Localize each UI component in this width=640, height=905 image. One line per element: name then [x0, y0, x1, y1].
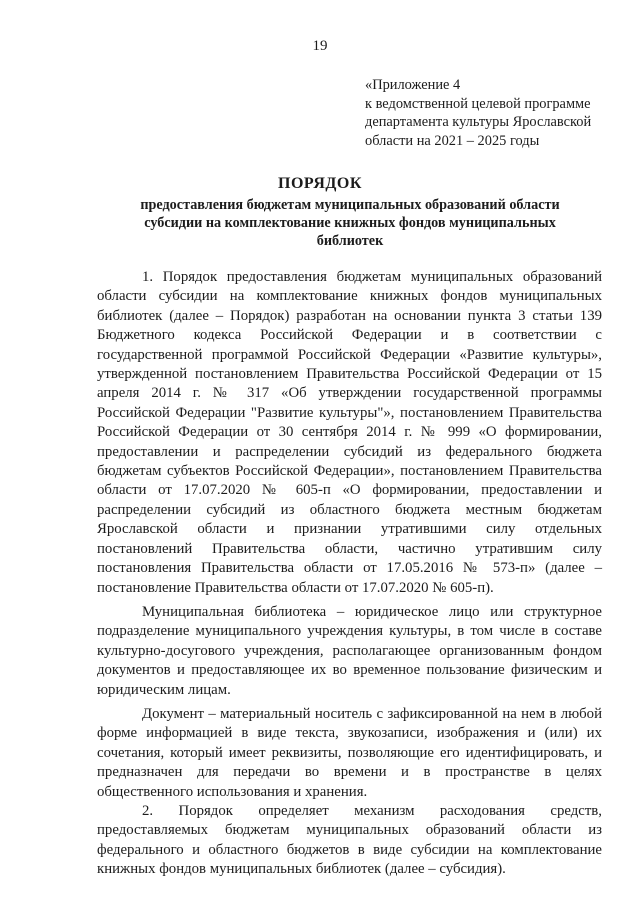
document-subtitle: предоставления бюджетам муниципальных образований области субсидии на комплектование книжных фондов муниципальных библиотек — [140, 197, 560, 249]
appendix-note — [365, 76, 615, 150]
paragraph-4: 2. Порядок определяет механизм расходования средств, предоставляемых бюджетам муниципальных образований области из федерального и областного бюджетов в виде субсидии на комплектование книжных фондов муниципальных библиотек (далее – субсидия). — [97, 802, 602, 878]
appendix-line: департамента культуры Ярославской — [365, 114, 592, 130]
paragraph-3: Документ – материальный носитель с зафиксированной на нем в любой форме информацией в виде текста, звукозаписи, изображения и (или) их сочетания, который имеет реквизиты, позволяющие его идентифицировать, и предназначен для передачи во времени и в пространстве в целях общественного использования и хранения. — [97, 705, 602, 800]
document-body — [97, 268, 602, 880]
paragraph-2: Муниципальная библиотека – юридическое лицо или структурное подразделение муниципального учреждения культуры, в том числе в составе культурно-досугового учреждения, располагающее организованным фондом документов и предоставляющее их во временное пользование физическим и юридическим лицам. — [97, 603, 602, 698]
appendix-line: «Приложение 4 — [365, 77, 461, 93]
paragraph-1: 1. Порядок предоставления бюджетам муниципальных образований области субсидии на комплектование книжных фондов муниципальных библиотек (далее – Порядок) разработан на основании пункта 3 статьи 139 Бюджетного кодекса Российской Федерации и в соответствии с государственной программой Российской Федерации «Развитие культуры», утвержденной постановлением Правительства Российской Федерации от 15 апреля 2014 г. № 317 «Об утверждении государственной программы Российской Федерации "Развитие культуры"», постановлением Правительства Российской Федерации от 30 сентября 2014 г. № 999 «О формировании, предоставлении и распределении субсидий из федерального бюджета бюджетам субъектов Российской Федерации», постановлением Правительства области от 17.07.2020 № 605-п «О формировании, предоставлении и распределении субсидий из областного бюджета местным бюджетам Ярославской области и признании утратившими силу отдельных постановлений Правительства области, частично утратившим силу постановления Правительства области от 17.05.2016 № 573-п» (далее – постановление Правительства области от 17.07.2020 № 605-п). — [97, 269, 602, 596]
page-number: 19 — [312, 38, 328, 54]
document-title: ПОРЯДОК — [278, 175, 362, 192]
appendix-line: области на 2021 – 2025 годы — [365, 132, 540, 149]
appendix-line: к ведомственной целевой программе — [365, 95, 591, 112]
